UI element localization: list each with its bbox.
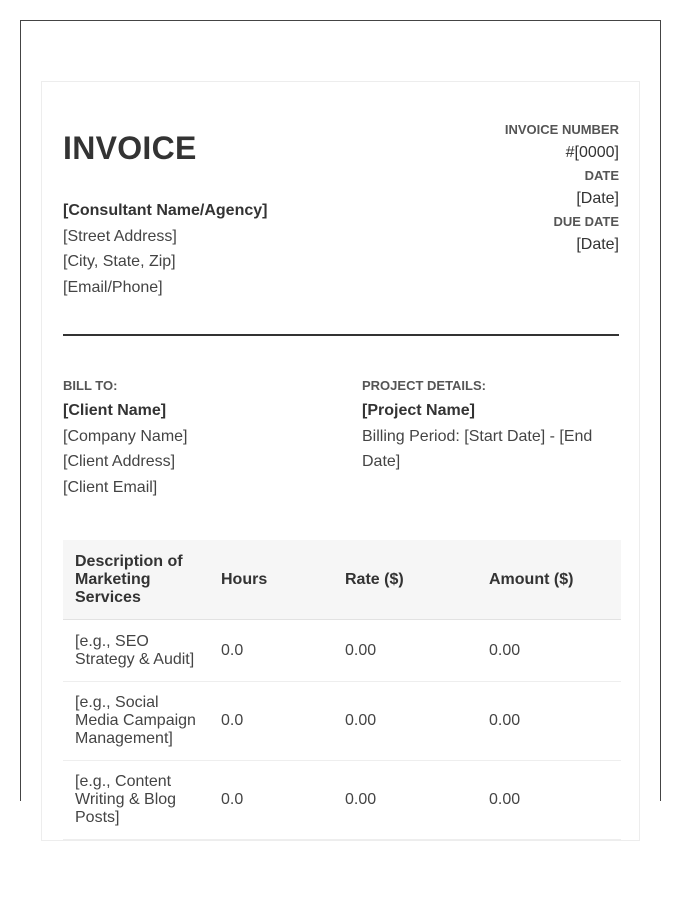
row-hours: 0.0	[209, 761, 333, 840]
invoice-meta-block	[505, 119, 619, 257]
header-amount: Amount ($)	[477, 540, 621, 620]
row-description: [e.g., SEO Strategy & Audit]	[63, 620, 209, 682]
bill-to-block	[63, 376, 333, 500]
city-state-zip: [City, State, Zip]	[63, 253, 176, 270]
table-row	[63, 682, 621, 761]
row-rate: 0.00	[333, 620, 477, 682]
client-email: [Client Email]	[63, 478, 158, 496]
header-hours: Hours	[209, 540, 333, 620]
row-amount: 0.00	[477, 761, 621, 840]
header-rate: Rate ($)	[333, 540, 477, 620]
billing-period: Billing Period: [Start Date] - [End Date]	[362, 427, 593, 470]
client-name: [Client Name]	[63, 402, 167, 419]
invoice-number-value: #[0000]	[565, 144, 619, 161]
row-rate: 0.00	[333, 761, 477, 840]
project-details-block	[362, 376, 622, 475]
invoice-page	[41, 81, 640, 841]
row-amount: 0.00	[477, 620, 621, 682]
invoice-number-label: INVOICE NUMBER	[504, 122, 619, 137]
header-description: Description of Marketing Services	[63, 540, 209, 620]
project-name: [Project Name]	[362, 402, 475, 419]
due-date-value: [Date]	[576, 236, 619, 253]
table-row	[63, 761, 621, 840]
table-row	[63, 620, 621, 682]
row-amount: 0.00	[477, 682, 621, 761]
row-description: [e.g., Social Media Campaign Management]	[63, 682, 209, 761]
invoice-title: INVOICE	[63, 130, 197, 166]
row-hours: 0.0	[209, 682, 333, 761]
row-hours: 0.0	[209, 620, 333, 682]
street-address: [Street Address]	[63, 227, 177, 245]
date-label: DATE	[584, 168, 619, 183]
due-date-label: DUE DATE	[553, 214, 619, 229]
table-header-row	[63, 540, 621, 620]
company-name: [Company Name]	[63, 427, 188, 445]
consultant-name: [Consultant Name/Agency]	[63, 202, 268, 219]
email-phone: [Email/Phone]	[63, 278, 163, 296]
bill-to-label: BILL TO:	[63, 378, 118, 393]
date-value: [Date]	[576, 190, 619, 207]
row-description: [e.g., Content Writing & Blog Posts]	[63, 761, 209, 840]
header-divider	[63, 334, 619, 336]
client-address: [Client Address]	[63, 453, 176, 470]
row-rate: 0.00	[333, 682, 477, 761]
consultant-address-block	[63, 198, 267, 300]
document-viewport	[20, 20, 661, 826]
project-details-label: PROJECT DETAILS:	[362, 378, 486, 393]
services-table	[63, 540, 621, 840]
